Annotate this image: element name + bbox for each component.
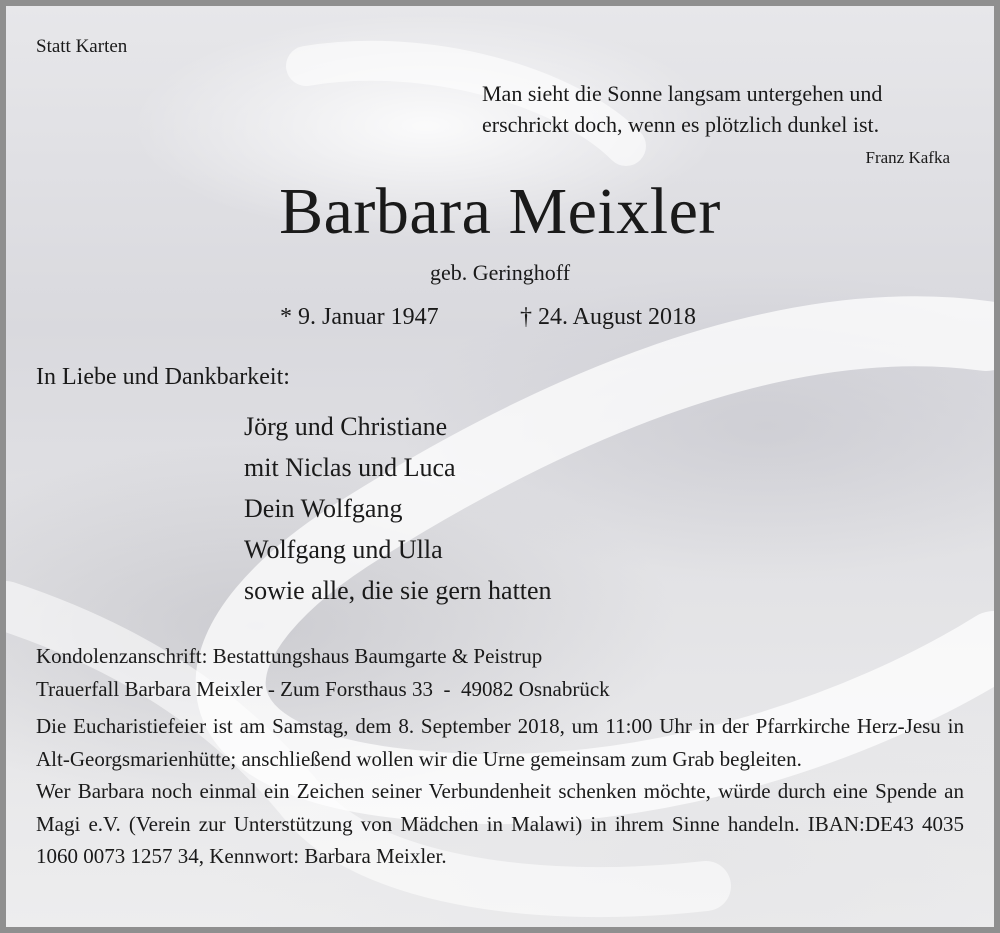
condolence-address [36, 640, 610, 706]
family-member: mit Niclas und Luca [244, 453, 456, 482]
kafka-quote [482, 78, 882, 140]
condolence-line: Kondolenzanschrift: Bestattungshaus Baumgarte & Peistrup [36, 644, 543, 668]
family-member: Wolfgang und Ulla [244, 535, 443, 564]
family-member: sowie alle, die sie gern hatten [244, 576, 552, 605]
statt-karten-label: Statt Karten [36, 36, 128, 57]
quote-line: Man sieht die Sonne langsam untergehen und [482, 81, 883, 106]
quote-line: erschrickt doch, wenn es plötzlich dunkel ist. [482, 112, 880, 137]
birth-date: * 9. Januar 1947 [280, 304, 439, 330]
family-member: Dein Wolfgang [244, 494, 403, 523]
dedication-line: In Liebe und Dankbarkeit: [36, 364, 290, 390]
donation-paragraph: Wer Barbara noch einmal ein Zeichen seiner Verbundenheit schenken möchte, würde durch eine Spende an Magi e.V. (Verein zur Unterstützung von Mädchen in Malawi) in ihrem Sinne handeln. IBAN:DE43 4035 1060 0073 1257 34, Kennwort: Barbara Meixler. [36, 779, 964, 868]
family-member: Jörg und Christiane [244, 412, 448, 441]
service-information [36, 710, 964, 873]
deceased-name: Barbara Meixler [279, 175, 721, 248]
family-list [244, 406, 552, 611]
quote-author: Franz Kafka [865, 148, 950, 167]
service-paragraph: Die Eucharistiefeier ist am Samstag, dem 8. September 2018, um 11:00 Uhr in der Pfarrkirche Herz-Jesu in Alt-Georgsmarienhütte; anschließend wollen wir die Urne gemeinsam zum Grab begleiten. [36, 714, 964, 771]
birth-name: geb. Geringhoff [429, 260, 571, 285]
death-date: † 24. August 2018 [520, 304, 697, 330]
condolence-line: Trauerfall Barbara Meixler - Zum Forsthaus 33 - 49082 Osnabrück [36, 677, 610, 701]
